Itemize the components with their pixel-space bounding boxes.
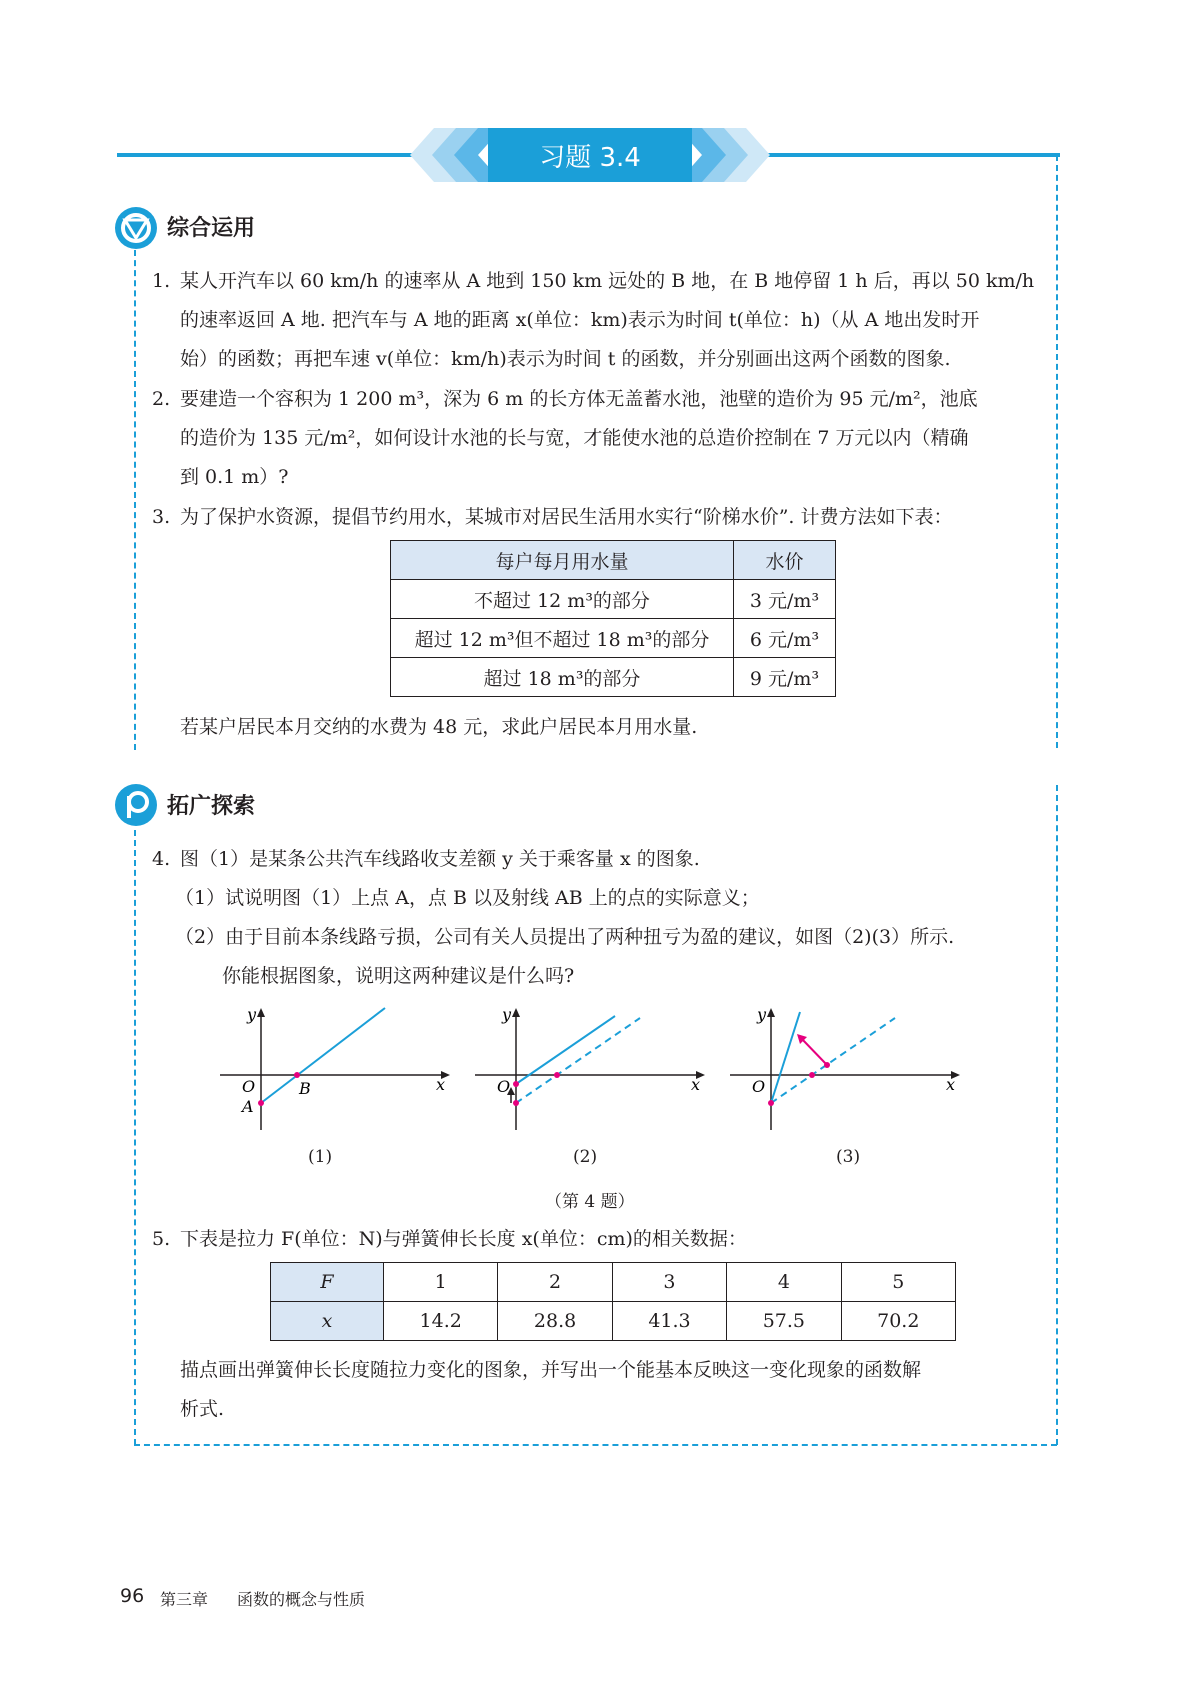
spring-table-x-1: 14.2 [384, 1302, 498, 1341]
problem-2-number: 2. [152, 388, 171, 410]
problem-4-sub-2a: （2）由于目前本条线路亏损，公司有关人员提出了两种扭亏为盈的建议，如图（2)(3）所示. [175, 926, 955, 948]
section-comprehensive-icon [113, 205, 159, 251]
water-table-header-usage: 每户每月用水量 [391, 541, 734, 580]
problem-3-line-1: 为了保护水资源，提倡节约用水，某城市对居民生活用水实行“阶梯水价”. 计费方法如下表： [180, 506, 953, 528]
problem-4-line-1: 图（1）是某条公共汽车线路收支差额 y 关于乘客量 x 的图象. [180, 848, 700, 870]
fig1-point-b-label: B [299, 1079, 311, 1098]
problem-4-sub-2b: 你能根据图象，说明这两种建议是什么吗? [222, 965, 575, 987]
problem-1-line-1: 某人开汽车以 60 km/h 的速率从 A 地到 150 km 远处的 B 地，在 B 地停留 1 h 后，再以 50 km/h [180, 270, 1035, 292]
section-explore-icon [113, 782, 159, 828]
fig1-origin-label: O [242, 1077, 256, 1096]
problem-1-number: 1. [152, 270, 171, 292]
frame-right-border-bottom [1056, 785, 1058, 1445]
problem-5-question-2: 析式. [180, 1398, 225, 1420]
problem-2-line-3: 到 0.1 m）? [180, 466, 289, 488]
fig1-point-a-label: A [242, 1097, 254, 1116]
footer-chapter-title: 函数的概念与性质 [237, 1590, 366, 1609]
figure-main-caption: （第 4 题） [545, 1192, 635, 1212]
spring-table-f-4: 4 [727, 1263, 841, 1302]
spring-table-label-f: F [271, 1263, 384, 1302]
section-title-comprehensive: 综合运用 [167, 216, 256, 241]
problem-2-line-1: 要建造一个容积为 1 200 m³，深为 6 m 的长方体无盖蓄水池，池壁的造价为 95 元/m²，池底 [180, 388, 978, 410]
problem-2-line-2: 的造价为 135 元/m²，如何设计水池的长与宽，才能使水池的总造价控制在 7 万元以内（精确 [180, 427, 969, 449]
spring-table-x-2: 28.8 [498, 1302, 612, 1341]
figure-1-graph [220, 1000, 460, 1135]
fig3-origin-label: O [752, 1077, 766, 1096]
frame-left-border-top [134, 250, 136, 750]
problem-5-question-1: 描点画出弹簧伸长长度随拉力变化的图象，并写出一个能基本反映这一变化现象的函数解 [180, 1359, 922, 1381]
water-table-r3-price: 9 元/m³ [734, 658, 836, 697]
frame-left-border-bottom [134, 830, 136, 1445]
figure-1-caption: (1) [308, 1147, 333, 1167]
water-table-r2-price: 6 元/m³ [734, 619, 836, 658]
footer-chapter: 第三章 [160, 1590, 209, 1609]
problem-1-line-3: 始）的函数；再把车速 v(单位：km/h)表示为时间 t 的函数，并分别画出这两个函数的图象. [180, 348, 951, 370]
spring-table-f-2: 2 [498, 1263, 612, 1302]
figure-3-caption: (3) [836, 1147, 861, 1167]
section-title-explore: 拓广探索 [167, 794, 256, 819]
water-table-r1-price: 3 元/m³ [734, 580, 836, 619]
water-price-table [390, 540, 836, 697]
spring-table-x-4: 57.5 [727, 1302, 841, 1341]
fig1-y-label: y [247, 1005, 257, 1024]
spring-table-x-3: 41.3 [612, 1302, 726, 1341]
problem-4-number: 4. [152, 848, 171, 870]
spring-table-f-1: 1 [384, 1263, 498, 1302]
problem-1-line-2: 的速率返回 A 地. 把汽车与 A 地的距离 x(单位：km)表示为时间 t(单位：h)（从 A 地出发时开 [180, 309, 980, 331]
frame-right-border [1056, 155, 1058, 748]
fig2-origin-label: O [497, 1077, 511, 1096]
problem-4-sub-1: （1）试说明图（1）上点 A，点 B 以及射线 AB 上的点的实际意义； [175, 887, 760, 909]
fig2-x-label: x [691, 1075, 701, 1094]
problem-3-number: 3. [152, 506, 171, 528]
spring-table-f-5: 5 [841, 1263, 955, 1302]
spring-table-f-3: 3 [612, 1263, 726, 1302]
spring-table-label-x: x [271, 1302, 384, 1341]
banner-line-right [760, 153, 1060, 157]
figure-2-graph [475, 1000, 715, 1135]
problem-5-line-1: 下表是拉力 F(单位：N)与弹簧伸长长度 x(单位：cm)的相关数据： [180, 1228, 747, 1250]
water-table-header-price: 水价 [734, 541, 836, 580]
fig3-y-label: y [757, 1005, 767, 1024]
page-number: 96 [120, 1585, 145, 1607]
water-table-r1-usage: 不超过 12 m³的部分 [391, 580, 734, 619]
fig2-y-label: y [502, 1005, 512, 1024]
exercise-title: 习题 3.4 [539, 143, 641, 173]
fig3-x-label: x [946, 1075, 956, 1094]
frame-bottom-border [134, 1444, 1057, 1446]
problem-5-number: 5. [152, 1228, 171, 1250]
fig1-x-label: x [436, 1075, 446, 1094]
spring-data-table [270, 1262, 956, 1341]
problem-3-question: 若某户居民本月交纳的水费为 48 元，求此户居民本月用水量. [180, 716, 698, 738]
spring-table-x-5: 70.2 [841, 1302, 955, 1341]
banner-line-left [117, 153, 417, 157]
figure-2-caption: (2) [573, 1147, 598, 1167]
water-table-r2-usage: 超过 12 m³但不超过 18 m³的部分 [391, 619, 734, 658]
figure-3-graph [730, 1000, 970, 1135]
water-table-r3-usage: 超过 18 m³的部分 [391, 658, 734, 697]
